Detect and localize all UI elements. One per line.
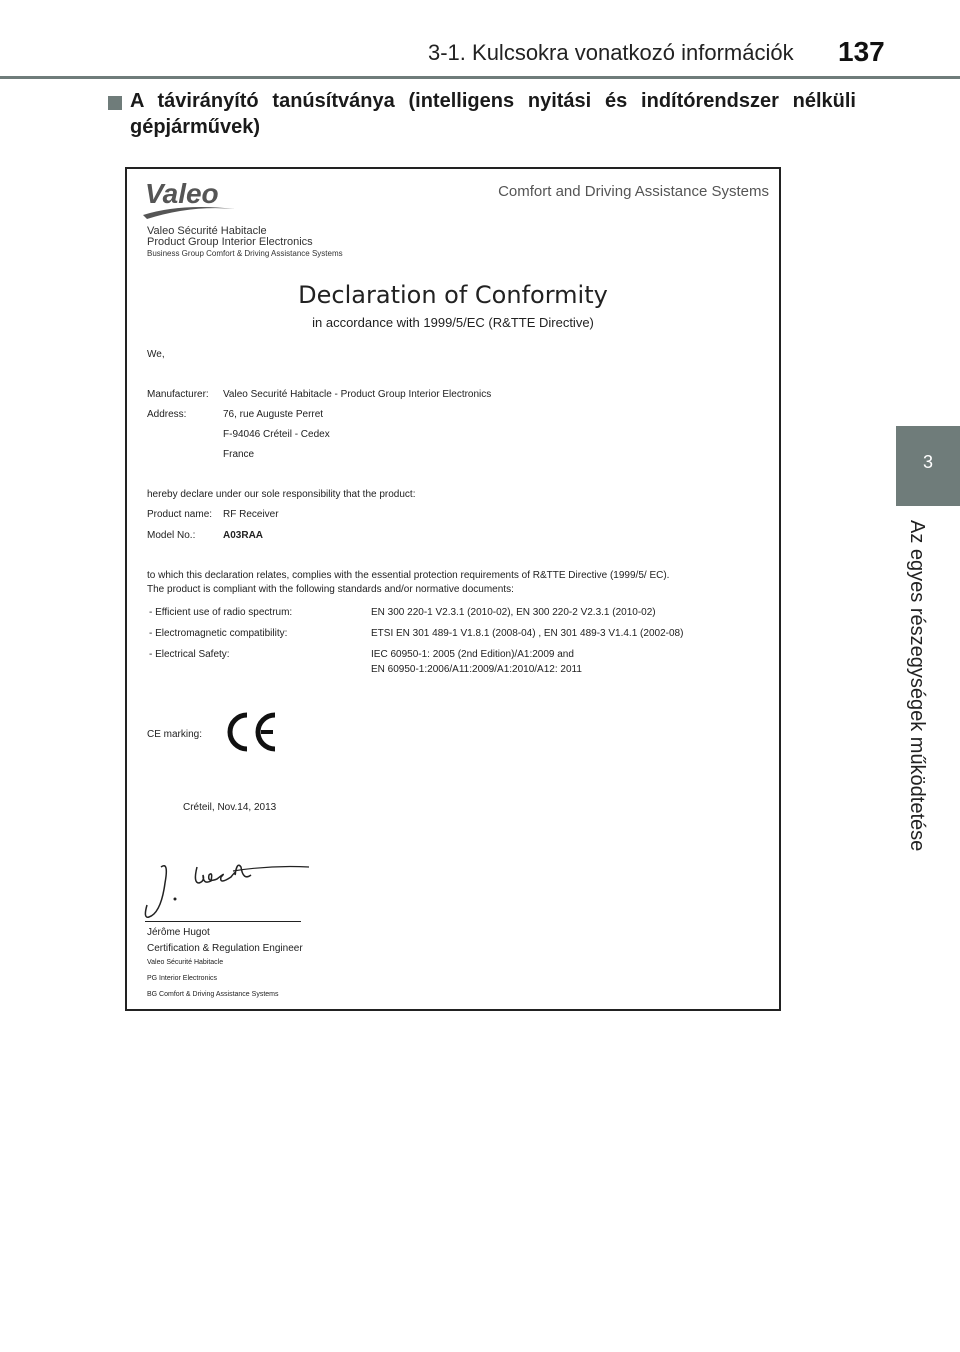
product-name-value: RF Receiver bbox=[223, 509, 279, 520]
signature bbox=[141, 853, 311, 923]
standard-value: IEC 60950-1: 2005 (2nd Edition)/A1:2009 and bbox=[371, 649, 574, 660]
signature-line bbox=[145, 921, 301, 922]
page-number: 137 bbox=[838, 36, 885, 67]
model-label: Model No.: bbox=[147, 530, 196, 541]
we-text: We, bbox=[147, 349, 165, 360]
company-line: Valeo Sécurité Habitacle bbox=[147, 225, 267, 237]
standard-value: EN 300 220-1 V2.3.1 (2010-02), EN 300 220-2 V2.3.1 (2010-02) bbox=[371, 607, 656, 618]
standard-label: - Electrical Safety: bbox=[149, 649, 230, 660]
company-line: Business Group Comfort & Driving Assistance Systems bbox=[147, 249, 343, 258]
compliance-text: The product is compliant with the following standards and/or normative documents: bbox=[147, 584, 514, 595]
declaration-document bbox=[127, 169, 779, 1009]
company-block bbox=[147, 226, 343, 259]
compliance-text: to which this declaration relates, complies with the essential protection requirements of R&TTE Directive (1999/5/ EC). bbox=[147, 570, 670, 581]
manufacturer-label: Manufacturer: bbox=[147, 389, 209, 400]
place-date: Créteil, Nov.14, 2013 bbox=[183, 802, 277, 813]
header-rule bbox=[0, 76, 960, 79]
chapter-tab-number: 3 bbox=[922, 452, 933, 472]
company-line: Product Group Interior Electronics bbox=[147, 236, 313, 248]
ce-mark-icon bbox=[223, 711, 283, 753]
signer-title: Certification & Regulation Engineer bbox=[147, 943, 303, 954]
signer-line: BG Comfort & Driving Assistance Systems bbox=[147, 991, 279, 998]
section-title: A távirányító tanúsítványa (intelligens nyitási és indítórendszer nélküli gépjárművek) bbox=[130, 90, 856, 138]
declare-text: hereby declare under our sole responsibility that the product: bbox=[147, 489, 416, 500]
address-label: Address: bbox=[147, 409, 187, 420]
signer-line: PG Interior Electronics bbox=[147, 975, 218, 982]
chapter-tab bbox=[896, 426, 960, 506]
document-subtitle: in accordance with 1999/5/EC (R&TTE Directive) bbox=[312, 315, 594, 330]
address-line: F-94046 Créteil - Cedex bbox=[223, 429, 330, 440]
product-name-label: Product name: bbox=[147, 509, 213, 520]
valeo-logo bbox=[141, 175, 237, 219]
signer-name: Jérôme Hugot bbox=[147, 927, 210, 938]
signer-line: Valeo Sécurité Habitacle bbox=[147, 959, 224, 966]
header-title: 3-1. Kulcsokra vonatkozó információk bbox=[428, 40, 794, 65]
document-title: Declaration of Conformity bbox=[298, 281, 608, 309]
model-value: A03RAA bbox=[223, 530, 264, 541]
address-line: 76, rue Auguste Perret bbox=[223, 409, 324, 420]
section-bullet-icon bbox=[108, 96, 122, 110]
certificate-image bbox=[125, 167, 781, 1011]
svg-text:Valeo: Valeo bbox=[145, 178, 219, 209]
address-line: France bbox=[223, 449, 255, 460]
manufacturer-value: Valeo Securité Habitacle - Product Group Interior Electronics bbox=[223, 389, 492, 400]
chapter-side-label: Az egyes részegységek működtetése bbox=[906, 520, 928, 852]
division-name: Comfort and Driving Assistance Systems bbox=[498, 183, 769, 200]
ce-marking-label: CE marking: bbox=[147, 729, 203, 740]
standard-value: EN 60950-1:2006/A11:2009/A1:2010/A12: 2011 bbox=[371, 664, 582, 675]
standard-label: - Electromagnetic compatibility: bbox=[149, 628, 288, 639]
standard-label: - Efficient use of radio spectrum: bbox=[149, 607, 293, 618]
standard-value: ETSI EN 301 489-1 V1.8.1 (2008-04) , EN 301 489-3 V1.4.1 (2002-08) bbox=[371, 628, 684, 639]
